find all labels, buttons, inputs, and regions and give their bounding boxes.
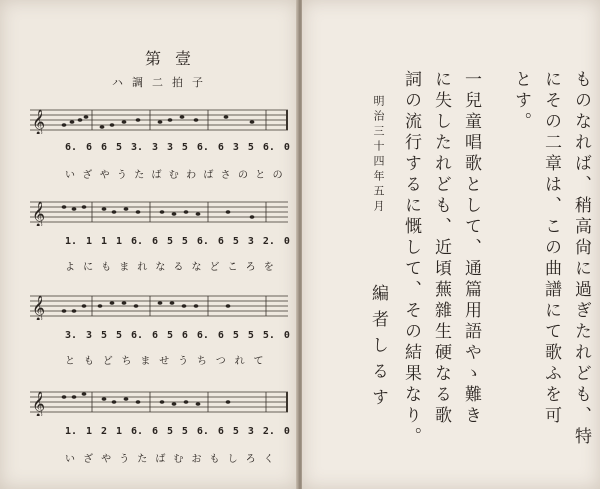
cipher-note: 3. xyxy=(130,142,143,153)
cipher-note: 5 xyxy=(247,330,254,341)
cipher-note: 5 xyxy=(181,426,188,437)
cipher-note: 5 xyxy=(181,236,188,247)
lyric-kana: う xyxy=(178,356,189,367)
cipher-note: 3 xyxy=(247,236,254,247)
preface-column-2: にその二章は、この曲譜にて歌ふを可 xyxy=(541,70,561,427)
cipher-note: 5 xyxy=(115,142,122,153)
cipher-note: 5 xyxy=(232,236,239,247)
lyric-kana: ま xyxy=(119,262,130,273)
lyric-kana: ま xyxy=(140,356,151,367)
cipher-note: 0 xyxy=(283,426,290,437)
cipher-note: 5 xyxy=(247,142,254,153)
cipher-note: 0 xyxy=(283,330,290,341)
cipher-note: 6. xyxy=(196,426,209,437)
cipher-note: 6. xyxy=(130,426,143,437)
lyric-kana: わ xyxy=(186,170,197,181)
cipher-note: 6. xyxy=(196,236,209,247)
cipher-note: 5 xyxy=(232,426,239,437)
cipher-note: 6 xyxy=(151,330,158,341)
cipher-note: 6. xyxy=(130,330,143,341)
preface-column-4: 一兒童唱歌として、通篇用語やゝ難き xyxy=(461,70,481,427)
cipher-note: 6 xyxy=(217,426,224,437)
lyric-kana: る xyxy=(173,262,184,273)
cipher-note: 2 xyxy=(100,426,108,437)
cipher-note: 5 xyxy=(181,142,188,153)
lyric-kana: も xyxy=(83,356,94,367)
cipher-note: 3 xyxy=(247,426,254,437)
cipher-note: 6. xyxy=(196,330,209,341)
cipher-row-1 xyxy=(65,142,290,156)
cipher-note: 3 xyxy=(232,142,239,153)
cipher-note: 6 xyxy=(100,142,108,153)
lyric-kana: つ xyxy=(215,356,226,367)
left-page-score xyxy=(0,0,299,489)
lyric-kana: お xyxy=(191,454,202,465)
cipher-note: 6 xyxy=(181,330,188,341)
cipher-row-2 xyxy=(65,236,290,250)
lyric-kana: さ xyxy=(220,170,231,181)
lyric-kana: い xyxy=(65,454,75,465)
cipher-note: 5 xyxy=(232,330,239,341)
lyric-kana: ざ xyxy=(82,170,93,181)
preface-signature: 編者しるす xyxy=(368,284,388,414)
cipher-note: 6. xyxy=(262,142,275,153)
cipher-note: 1. xyxy=(65,426,78,437)
cipher-note: 0 xyxy=(283,142,290,153)
lyric-kana: ち xyxy=(196,356,207,367)
lyric-kana: よ xyxy=(65,262,75,273)
lyric-row-1 xyxy=(65,166,290,180)
cipher-note: 6 xyxy=(151,426,158,437)
lyric-kana: と xyxy=(65,356,75,367)
lyric-kana: ば xyxy=(151,170,162,181)
lyric-kana: せ xyxy=(159,356,170,367)
lyric-kana: ざ xyxy=(83,454,94,465)
lyric-kana: れ xyxy=(137,262,148,273)
lyric-kana: も xyxy=(101,262,112,273)
preface-column-5: に失したれども、近頃蕪雜生硬なる歌 xyxy=(431,70,451,427)
lyric-kana: の xyxy=(237,170,248,181)
cipher-row-3 xyxy=(65,330,290,344)
preface-date: 明治三十四年五月 xyxy=(372,95,385,215)
cipher-note: 1 xyxy=(86,236,93,247)
staff-3 xyxy=(30,290,288,320)
lyric-kana: に xyxy=(83,262,94,273)
preface-column-1: ものなれば、稍高尙に過ぎたれども、特 xyxy=(571,70,591,448)
lyric-kana: な xyxy=(155,262,166,273)
preface-column-6: 詞の流行するに慨して、その結果なり。 xyxy=(401,70,421,448)
lyric-kana: と xyxy=(255,170,266,181)
staff-1 xyxy=(30,104,288,134)
cipher-note: 6 xyxy=(217,330,224,341)
cipher-note: 3. xyxy=(65,330,78,341)
cipher-note: 5 xyxy=(166,330,173,341)
lyric-kana: て xyxy=(253,356,264,367)
cipher-note: 6. xyxy=(196,142,209,153)
score-heading: 第壹 xyxy=(145,49,206,68)
lyric-kana: ど xyxy=(102,356,113,367)
lyric-kana: も xyxy=(209,454,220,465)
lyric-row-2 xyxy=(65,258,290,272)
lyric-kana: れ xyxy=(234,356,245,367)
cipher-note: 6. xyxy=(65,142,78,153)
preface-column-3: とす。 xyxy=(511,70,531,133)
lyric-kana: う xyxy=(119,454,130,465)
lyric-kana: の xyxy=(272,170,283,181)
lyric-kana: な xyxy=(191,262,202,273)
cipher-note: 3 xyxy=(151,142,158,153)
lyric-kana: ば xyxy=(155,454,166,465)
lyric-row-3 xyxy=(65,352,290,366)
lyric-kana: ろ xyxy=(245,454,256,465)
lyric-kana: う xyxy=(116,170,127,181)
lyric-kana: や xyxy=(99,170,110,181)
cipher-note: 6 xyxy=(217,142,224,153)
cipher-note: 2. xyxy=(262,426,275,437)
lyric-kana: を xyxy=(263,262,274,273)
lyric-kana: い xyxy=(65,170,75,181)
cipher-note: 1 xyxy=(115,426,122,437)
cipher-note: 5 xyxy=(166,236,173,247)
lyric-kana: ば xyxy=(203,170,214,181)
cipher-row-4 xyxy=(65,426,290,440)
lyric-kana: む xyxy=(173,454,184,465)
cipher-note: 2. xyxy=(262,236,275,247)
svg-text:𝄞: 𝄞 xyxy=(32,296,46,320)
cipher-note: 5. xyxy=(262,330,275,341)
lyric-kana: し xyxy=(227,454,238,465)
cipher-note: 6 xyxy=(151,236,158,247)
lyric-kana: く xyxy=(263,454,274,465)
lyric-kana: た xyxy=(134,170,145,181)
cipher-note: 3 xyxy=(166,142,173,153)
cipher-note: 3 xyxy=(86,330,93,341)
cipher-note: 6 xyxy=(86,142,93,153)
lyric-kana: む xyxy=(168,170,179,181)
lyric-kana: ろ xyxy=(245,262,256,273)
svg-text:𝄞: 𝄞 xyxy=(32,392,46,416)
lyric-row-4 xyxy=(65,450,290,464)
cipher-note: 5 xyxy=(100,330,108,341)
svg-text:𝄞: 𝄞 xyxy=(32,110,46,134)
cipher-note: 1 xyxy=(115,236,122,247)
cipher-note: 5 xyxy=(115,330,122,341)
right-page-preface xyxy=(302,0,600,489)
svg-text:𝄞: 𝄞 xyxy=(32,202,46,226)
cipher-note: 6. xyxy=(130,236,143,247)
cipher-note: 1. xyxy=(65,236,78,247)
cipher-note: 6 xyxy=(217,236,224,247)
staff-2 xyxy=(30,196,288,226)
cipher-note: 5 xyxy=(166,426,173,437)
staff-4 xyxy=(30,386,288,416)
lyric-kana: ち xyxy=(121,356,132,367)
lyric-kana: こ xyxy=(227,262,238,273)
score-key-time: ハ調二拍子 xyxy=(112,76,212,89)
lyric-kana: や xyxy=(101,454,112,465)
cipher-note: 1 xyxy=(100,236,108,247)
lyric-kana: た xyxy=(137,454,148,465)
cipher-note: 1 xyxy=(86,426,93,437)
cipher-note: 0 xyxy=(283,236,290,247)
lyric-kana: ど xyxy=(209,262,220,273)
